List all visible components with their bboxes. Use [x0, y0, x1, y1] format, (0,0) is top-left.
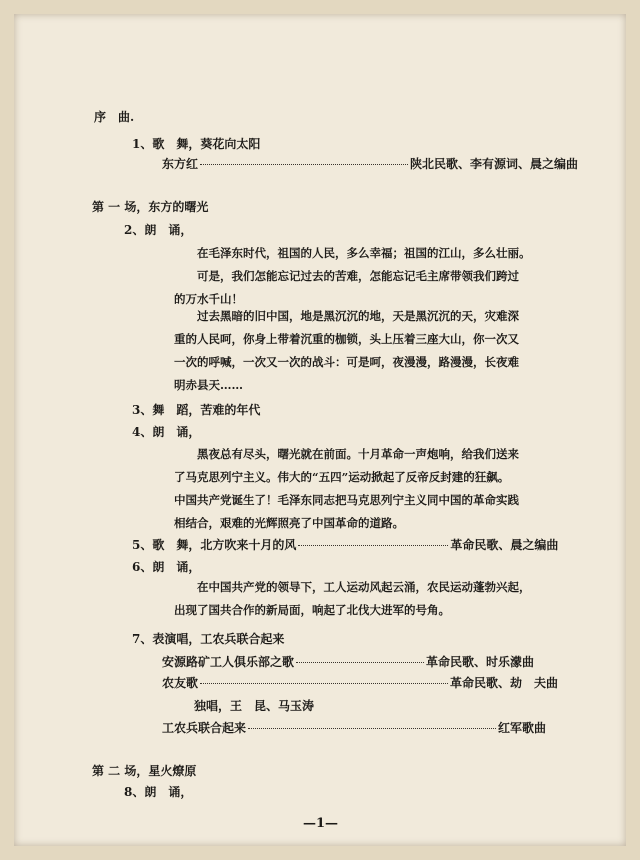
poem-2: 过去黑暗的旧中国，地是黑沉沉的地，天是黑沉沉的天，灾难深 重的人民呵，你身上带着沉重的枷锁，头上压着三座大山，你一次又 一次的呼喊，一次又一次的战斗：可是呵，夜漫漫，路漫漫，长夜难 明赤县天……	[174, 309, 519, 392]
page-number: —1—	[303, 816, 339, 831]
song-7c-line: 工农兵联合起来 红军歌曲	[162, 721, 547, 735]
item-7: 7、表演唱，工农兵联合起来	[132, 632, 285, 646]
item-3: 3、舞 蹈，苦难的年代	[132, 403, 261, 417]
scene1-title: 第 一 场，东方的曙光	[92, 200, 209, 214]
item-4: 4、朗 诵，	[132, 425, 201, 439]
item-5-line: 5、歌 舞，北方吹来十月的风 革命民歌、晨之编曲	[132, 538, 559, 552]
poem-4: 在中国共产党的领导下，工人运动风起云涌，农民运动蓬勃兴起， 出现了国共合作的新局面，响起了北伐大进军的号角。	[174, 580, 531, 617]
poem-1: 在毛泽东时代，祖国的人民，多么幸福；祖国的江山，多么壮丽。 可是，我们怎能忘记过去的苦难，怎能忘记毛主席带领我们跨过 的万水千山！	[174, 246, 531, 306]
singers: 独唱，王 昆、马玉涛	[194, 699, 315, 713]
item-2: 2、朗 诵，	[124, 223, 193, 237]
dot-leader	[248, 728, 496, 729]
song-title: 东方红	[162, 157, 199, 171]
prelude-title: 序 曲.	[94, 110, 135, 124]
dot-leader	[298, 545, 448, 546]
item-1: 1、歌 舞，葵花向太阳	[132, 137, 261, 151]
dot-leader	[296, 662, 424, 663]
poem-3: 黑夜总有尽头，曙光就在前面。十月革命一声炮响，给我们送来 了马克思列宁主义。伟大的“五四”运动掀起了反帝反封建的狂飙。 中国共产党诞生了！毛泽东同志把马克思列宁主义同中国的革命实践 相结合，艰难的光辉照亮了中国革命的道路。	[174, 447, 519, 530]
item-8: 8、朗 诵，	[124, 785, 193, 799]
dot-leader	[200, 164, 408, 165]
dot-leader	[200, 683, 448, 684]
song-7a-line: 安源路矿工人俱乐部之歌 革命民歌、时乐濛曲	[162, 655, 535, 669]
song-7b-line: 农友歌 革命民歌、劫 夫曲	[162, 676, 559, 690]
song-credit: 陕北民歌、李有源词、晨之编曲	[410, 157, 579, 171]
item-6: 6、朗 诵，	[132, 560, 201, 574]
song-line	[162, 156, 578, 172]
scene2-title: 第 二 场，星火燎原	[92, 764, 197, 778]
document-page	[14, 14, 626, 846]
